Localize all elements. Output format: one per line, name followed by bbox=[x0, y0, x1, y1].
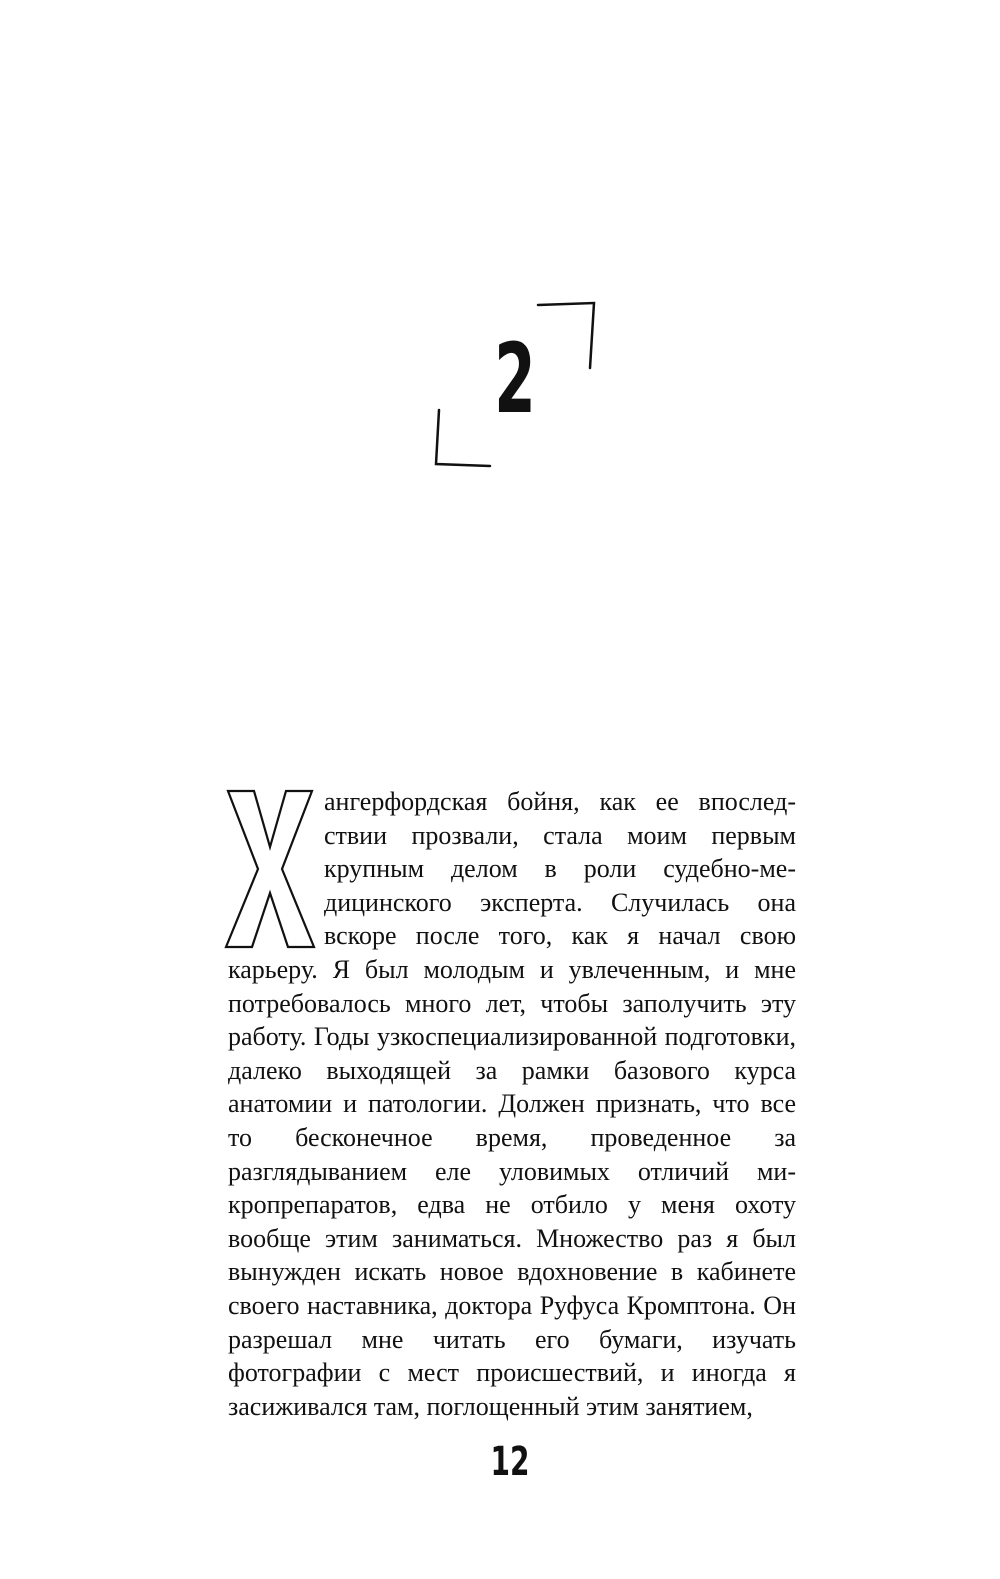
chapter-heading bbox=[420, 290, 620, 490]
chapter-number: 2 bbox=[494, 323, 536, 435]
body-paragraph: ангерфордская бойня, как ее впоследствии прозвали, стала моим первым крупным делом в роли судебно-медицинского эксперта. Случилась она вскоре после того, как я начал свою карьеру. Я был молодым и увлеченным, и мне потребовалось много лет, чтобы заполучить эту работу. Годы узкоспециализированной подготовки, далеко выходящей за рамки базового курса анатомии и патологии. Должен признать, что все то бесконечное время, проведенное за разглядыванием еле уловимых отличий микропрепаратов, едва не отбило у меня охоту вообще этим заниматься. Множество раз я был вынужден искать новое вдохновение в кабинете своего наставника, доктора Руфуса Кромптона. Он разрешал мне читать его бумаги, изучать фотографии с мест происшествий, и иногда я засиживался там, поглощенный этим занятием, bbox=[228, 787, 796, 1421]
page-number: 12 bbox=[490, 1439, 530, 1485]
dropcap-letter-outline bbox=[224, 789, 316, 949]
chapter-body bbox=[228, 785, 796, 1423]
dropcap bbox=[224, 789, 316, 949]
